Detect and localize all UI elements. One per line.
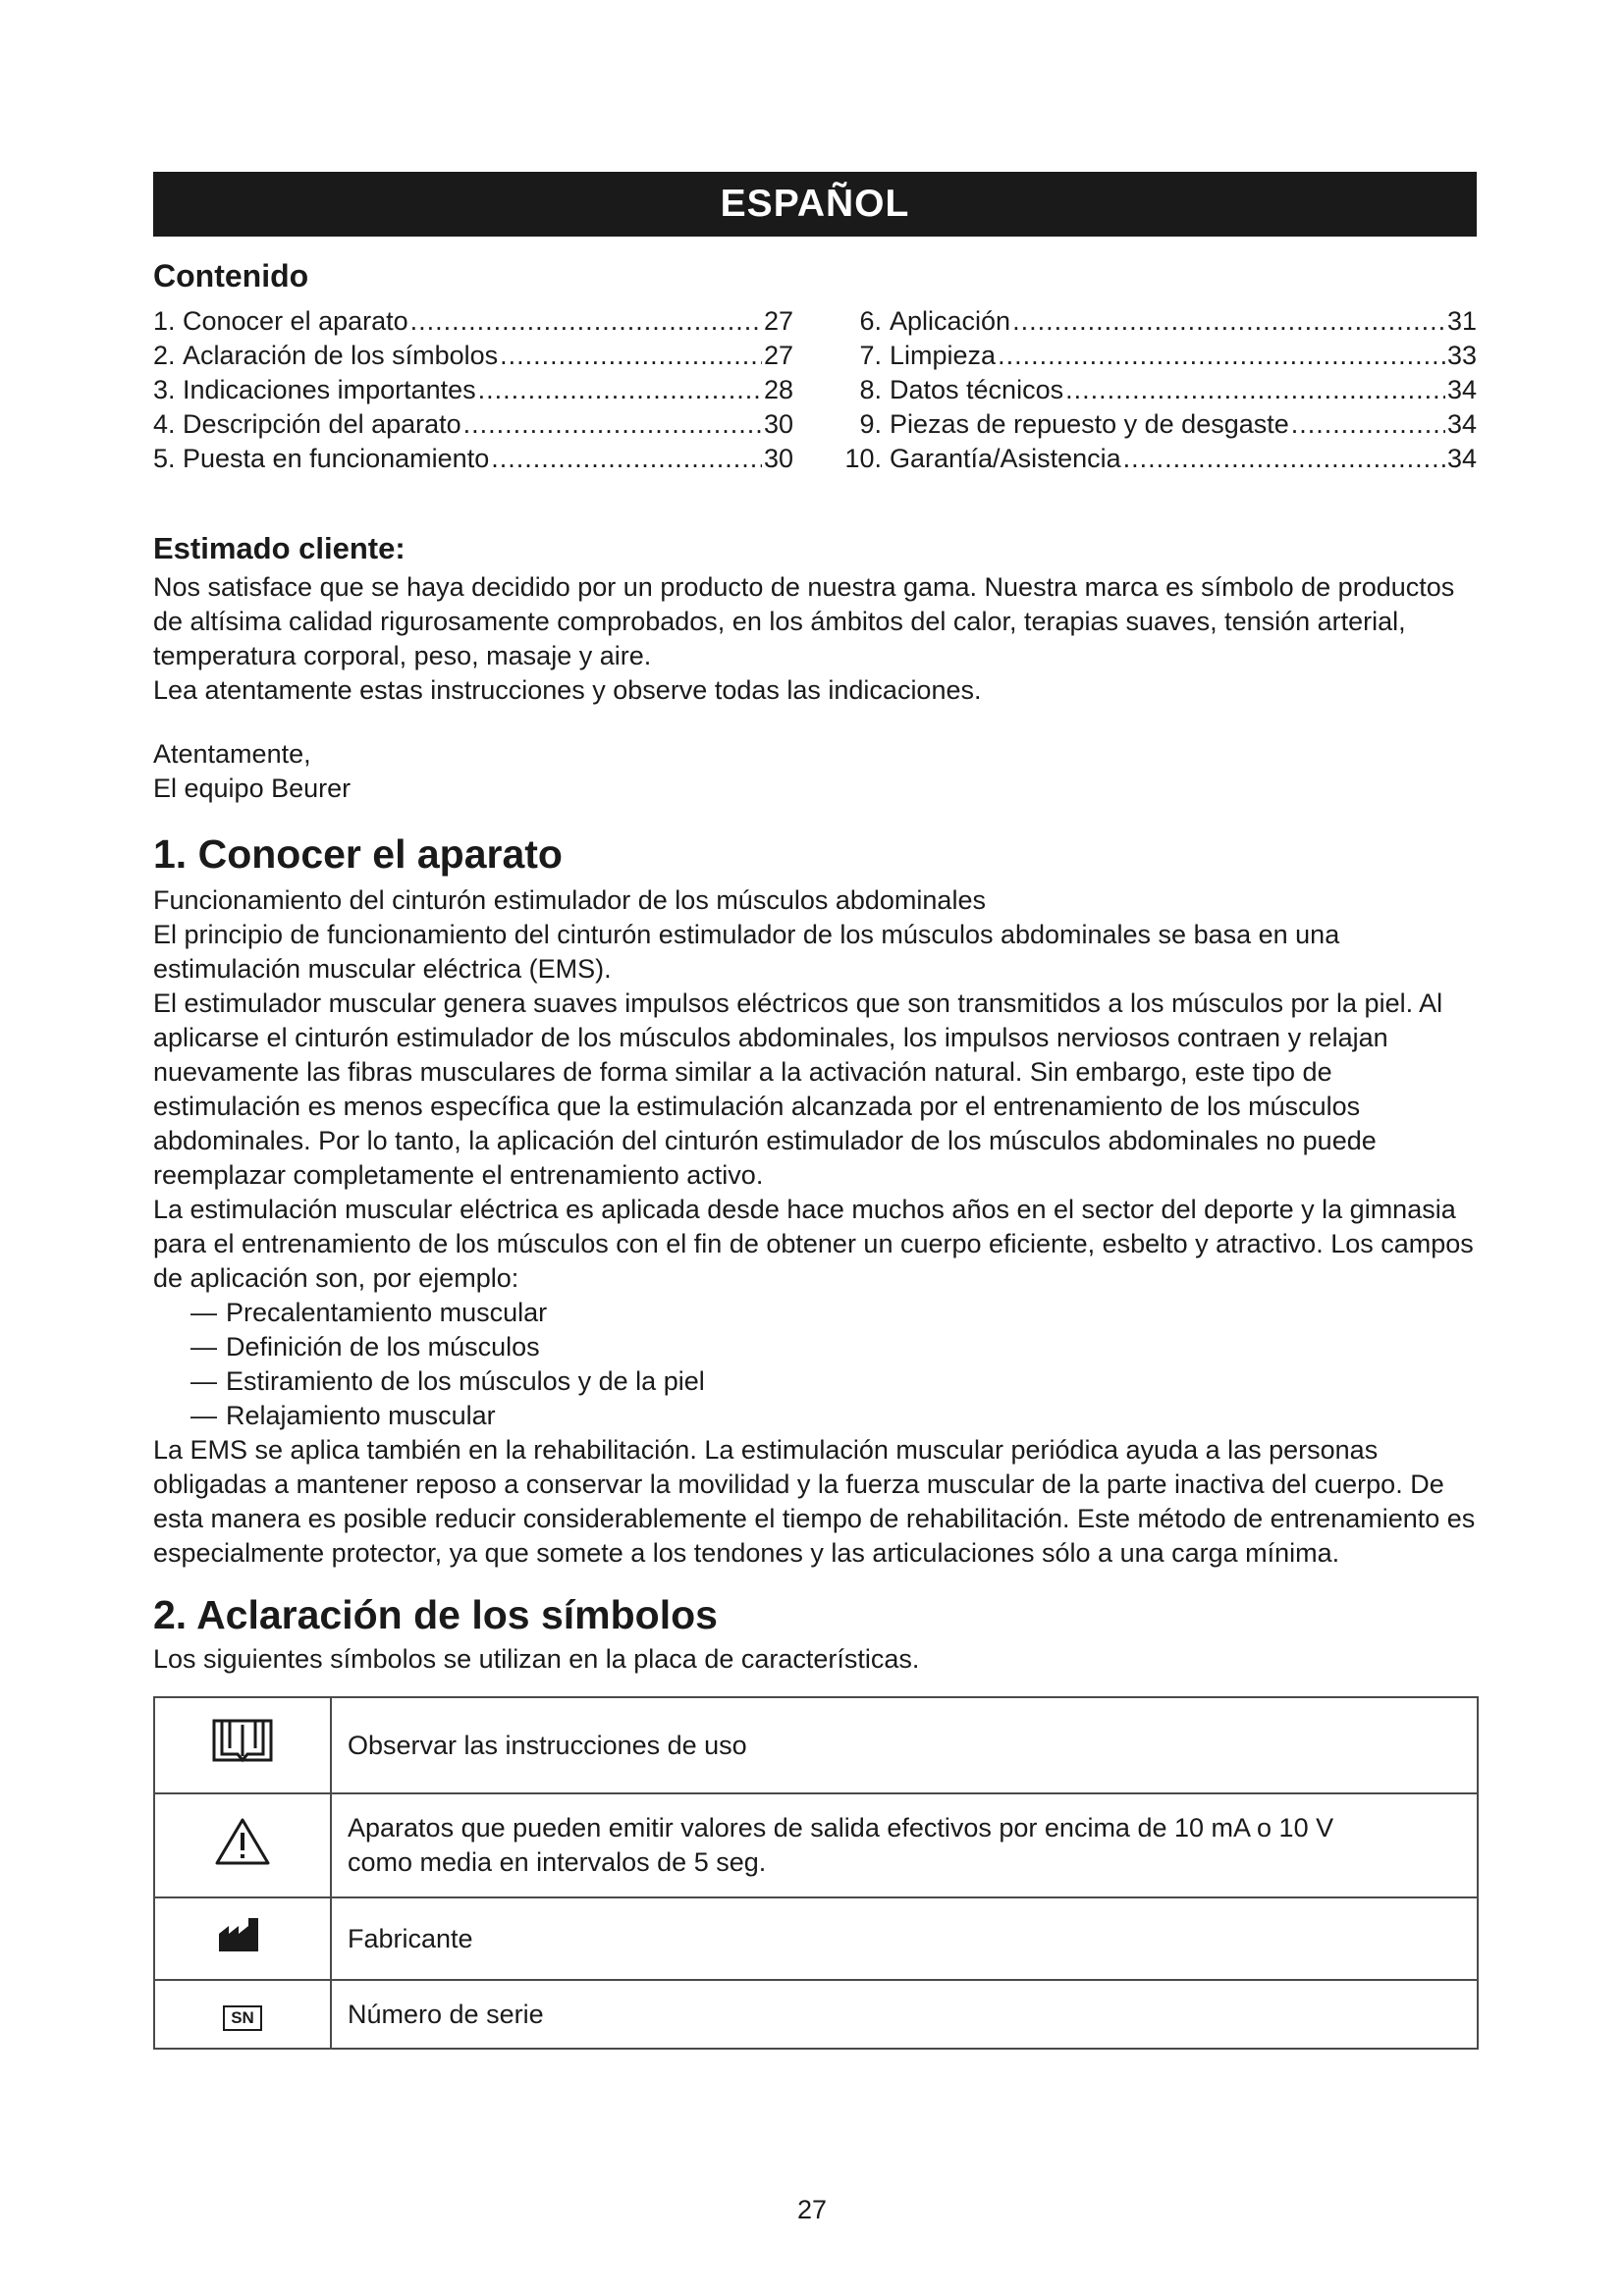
- table-row: [154, 1793, 1478, 1897]
- toc-leader-dots: [410, 304, 762, 339]
- warning-triangle-icon: [154, 1793, 331, 1897]
- list-item: — Precalentamiento muscular: [190, 1298, 548, 1327]
- section-2-heading: 2. Aclaración de los símbolos: [153, 1592, 718, 1637]
- manufacturer-factory-icon: [154, 1897, 331, 1980]
- toc-item-label: Garantía/Asistencia: [890, 444, 1121, 473]
- toc-item-page: 27: [763, 306, 793, 336]
- toc-item-number: 3.: [153, 375, 176, 404]
- page-number: 27: [796, 2195, 828, 2224]
- toc-leader-dots: [463, 407, 762, 442]
- greeting-instruction: Lea atentamente estas instrucciones y observe todas las indicaciones.: [153, 675, 982, 705]
- symbols-table: [153, 1696, 1479, 2050]
- toc-item-number: 5.: [153, 444, 176, 473]
- symbol-description-line: Aparatos que pueden emitir valores de salida efectivos por encima de 10 mA o 10 V: [348, 1813, 1334, 1842]
- toc-item-label: Datos técnicos: [890, 375, 1064, 404]
- toc-item: [839, 304, 1477, 339]
- toc-leader-dots: [1123, 442, 1445, 476]
- toc-item-page: 31: [1446, 306, 1477, 336]
- symbol-description: [331, 1793, 1478, 1897]
- toc-leader-dots: [1291, 407, 1445, 442]
- greeting-body: Nos satisface que se haya decidido por un producto de nuestra gama. Nuestra marca es símbolo de productos de altísima calidad rigurosamente comprobados, en los ámbitos del calor, terapias suaves, tensión arterial, temperatura corporal, peso, masaje y aire.: [153, 572, 1455, 670]
- toc-item: [153, 373, 793, 407]
- page: [153, 172, 1477, 2050]
- toc-item-page: 33: [1446, 341, 1477, 370]
- application-list: [153, 1296, 1477, 1433]
- toc-item-label: Puesta en funcionamiento: [183, 444, 490, 473]
- toc-item: [153, 442, 793, 476]
- toc-column-right: [839, 304, 1477, 476]
- toc-item: [839, 442, 1477, 476]
- list-item: — Definición de los músculos: [190, 1332, 540, 1362]
- toc-item: [839, 407, 1477, 442]
- paragraph: La estimulación muscular eléctrica es aplicada desde hace muchos años en el sector del deporte y la gimnasia para el entrenamiento de los músculos con el fin de obtener un cuerpo eficiente, esbelto y atractivo. Los campos de aplicación son, por ejemplo:: [153, 1195, 1474, 1293]
- symbol-description-line: como media en intervalos de 5 seg.: [348, 1847, 767, 1877]
- section-1-subtitle: Funcionamiento del cinturón estimulador de los músculos abdominales: [153, 885, 986, 915]
- toc-item-label: Descripción del aparato: [183, 409, 461, 439]
- toc-leader-dots: [1012, 304, 1445, 339]
- table-row: [154, 1897, 1478, 1980]
- section-1-body: [153, 883, 1477, 1571]
- toc-item: [153, 304, 793, 339]
- toc-item-page: 28: [763, 375, 793, 404]
- toc-column-left: [153, 304, 793, 476]
- toc-item-number: 10.: [844, 444, 882, 473]
- toc-leader-dots: [1065, 373, 1445, 407]
- list-item: — Estiramiento de los músculos y de la piel: [190, 1366, 705, 1396]
- language-header: ESPAÑOL: [153, 172, 1477, 237]
- toc-item-label: Limpieza: [890, 341, 997, 370]
- toc-item-number: 1.: [153, 306, 176, 336]
- toc-item: [839, 339, 1477, 373]
- toc-item-number: 4.: [153, 409, 176, 439]
- list-item: — Relajamiento muscular: [190, 1401, 496, 1430]
- toc-item-page: 34: [1446, 409, 1477, 439]
- signature-line-1: Atentamente,: [153, 739, 311, 769]
- toc-title: Contenido: [153, 258, 309, 294]
- instructions-book-icon: [154, 1697, 331, 1793]
- toc-leader-dots: [998, 339, 1445, 373]
- serial-number-icon: [154, 1980, 331, 2049]
- toc-leader-dots: [500, 339, 762, 373]
- serial-number-label: SN: [223, 2005, 262, 2031]
- table-row: [154, 1980, 1478, 2049]
- symbol-description: Número de serie: [331, 1980, 1478, 2049]
- toc-item-label: Indicaciones importantes: [183, 375, 476, 404]
- paragraph: La EMS se aplica también en la rehabilitación. La estimulación muscular periódica ayuda a las personas obligadas a mantener reposo a conservar la movilidad y la fuerza muscular de la parte inactiva del cuerpo. De esta manera es posible reducir considerablemente el tiempo de rehabilitación. Este método de entrenamiento es especialmente protector, ya que somete a los tendones y las articulaciones sólo a una carga mínima.: [153, 1435, 1476, 1568]
- toc-item-label: Piezas de repuesto y de desgaste: [890, 409, 1289, 439]
- toc-item-number: 7.: [859, 341, 882, 370]
- signature-line-2: El equipo Beurer: [153, 774, 352, 803]
- toc-item-number: 6.: [859, 306, 882, 336]
- paragraph: El estimulador muscular genera suaves impulsos eléctricos que son transmitidos a los músculos por la piel. Al aplicarse el cinturón estimulador de los músculos abdominales, los impulsos nerviosos contraen y relajan nuevamente las fibras musculares de forma similar a la activación natural. Sin embargo, este tipo de estimulación es menos específica que la estimulación alcanzada por el entrenamiento de los músculos abdominales. Por lo tanto, la aplicación del cinturón estimulador de los músculos abdominales no puede reemplazar completamente el entrenamiento activo.: [153, 988, 1443, 1190]
- toc-item-label: Aclaración de los símbolos: [183, 341, 499, 370]
- symbol-description: Observar las instrucciones de uso: [331, 1697, 1478, 1793]
- toc-item-number: 9.: [859, 409, 882, 439]
- table-row: [154, 1697, 1478, 1793]
- toc-item: [839, 373, 1477, 407]
- toc-item-label: Aplicación: [890, 306, 1011, 336]
- toc-item-label: Conocer el aparato: [183, 306, 408, 336]
- toc-item-page: 34: [1446, 444, 1477, 473]
- paragraph: El principio de funcionamiento del cinturón estimulador de los músculos abdominales se basa en una estimulación muscular eléctrica (EMS).: [153, 920, 1340, 984]
- toc-leader-dots: [491, 442, 762, 476]
- table-of-contents: [153, 304, 1477, 476]
- toc-item-page: 34: [1446, 375, 1477, 404]
- toc-item-number: 2.: [153, 341, 176, 370]
- toc-item: [153, 339, 793, 373]
- section-2-intro: Los siguientes símbolos se utilizan en la placa de características.: [153, 1644, 920, 1674]
- greeting-title: Estimado cliente:: [153, 531, 406, 565]
- toc-item-page: 30: [763, 444, 793, 473]
- symbol-description: Fabricante: [331, 1897, 1478, 1980]
- section-1-heading: 1. Conocer el aparato: [153, 831, 563, 877]
- toc-item: [153, 407, 793, 442]
- toc-item-page: 30: [763, 409, 793, 439]
- toc-leader-dots: [478, 373, 762, 407]
- toc-item-page: 27: [763, 341, 793, 370]
- toc-item-number: 8.: [859, 375, 882, 404]
